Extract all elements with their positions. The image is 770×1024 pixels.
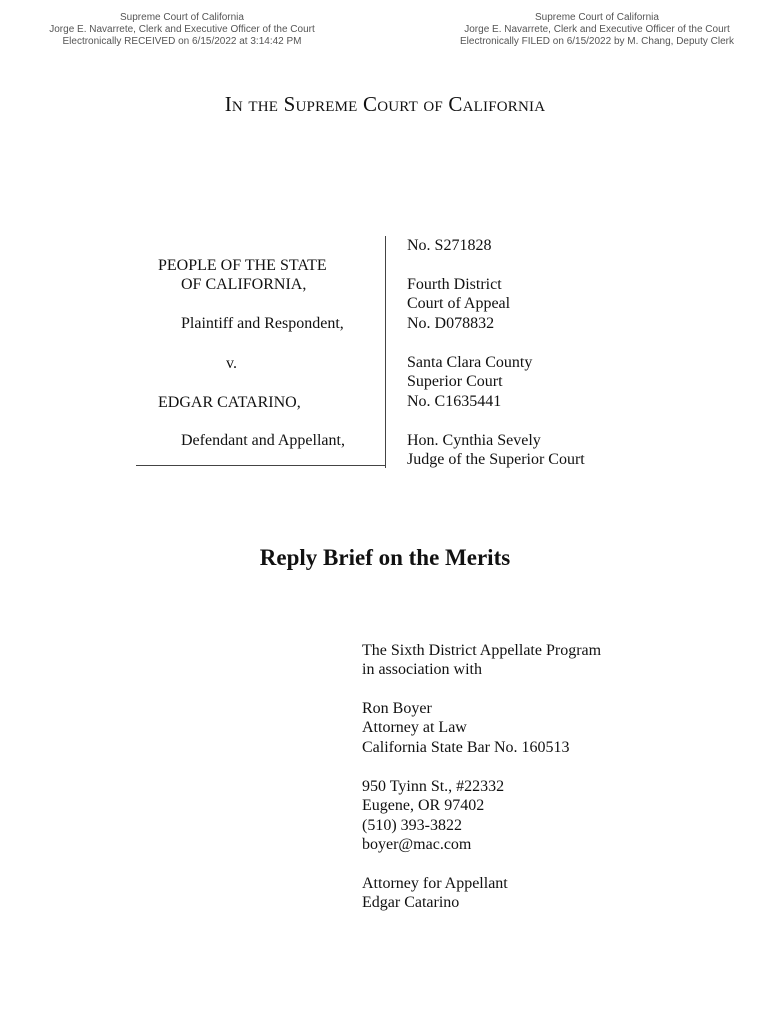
stamp-filed-date: Electronically FILED on 6/15/2022 by M. Chang, Deputy Clerk xyxy=(459,36,735,47)
versus: v. xyxy=(226,355,237,372)
stamp-clerk: Jorge E. Navarrete, Clerk and Executive Officer of the Court xyxy=(464,24,730,35)
appeal-case-number: No. D078832 xyxy=(407,315,495,332)
judge-title: Judge of the Superior Court xyxy=(407,451,585,468)
program-line2: in association with xyxy=(362,661,482,678)
plaintiff-name-line2: OF CALIFORNIA, xyxy=(181,276,307,293)
counsel-role-line2: Edgar Catarino xyxy=(362,894,460,911)
appeal-court-line1: Fourth District xyxy=(407,276,502,293)
stamp-received-date: Electronically RECEIVED on 6/15/2022 at 3:14:42 PM xyxy=(62,36,302,47)
caption-vertical-rule xyxy=(385,236,386,468)
received-stamp xyxy=(17,12,347,48)
superior-court-line2: Superior Court xyxy=(407,373,503,390)
stamp-clerk: Jorge E. Navarrete, Clerk and Executive Officer of the Court xyxy=(49,24,315,35)
appeal-court-line2: Court of Appeal xyxy=(407,295,511,312)
caption-horizontal-rule xyxy=(136,465,386,466)
plaintiff-name-line1: PEOPLE OF THE STATE xyxy=(158,257,327,274)
address-line1: 950 Tyinn St., #22332 xyxy=(362,778,505,795)
court-title-text: In the Supreme Court of California xyxy=(224,92,546,116)
brief-title: Reply Brief on the Merits xyxy=(259,545,511,570)
defendant-role: Defendant and Appellant, xyxy=(181,432,345,449)
program-line1: The Sixth District Appellate Program xyxy=(362,642,602,659)
supreme-case-number: No. S271828 xyxy=(407,237,492,254)
defendant-name: EDGAR CATARINO, xyxy=(158,394,301,411)
attorney-title: Attorney at Law xyxy=(362,719,467,736)
judge-name: Hon. Cynthia Sevely xyxy=(407,432,541,449)
stamp-court: Supreme Court of California xyxy=(120,12,244,23)
filed-stamp xyxy=(432,12,762,48)
phone-number: (510) 393-3822 xyxy=(362,817,462,834)
superior-case-number: No. C1635441 xyxy=(407,393,502,410)
plaintiff-role: Plaintiff and Respondent, xyxy=(181,315,344,332)
superior-court-line1: Santa Clara County xyxy=(407,354,533,371)
address-line2: Eugene, OR 97402 xyxy=(362,797,485,814)
counsel-role-line1: Attorney for Appellant xyxy=(362,875,508,892)
stamp-court: Supreme Court of California xyxy=(535,12,659,23)
bar-number: California State Bar No. 160513 xyxy=(362,739,570,756)
email-address: boyer@mac.com xyxy=(362,836,472,853)
attorney-name: Ron Boyer xyxy=(362,700,432,717)
court-title xyxy=(0,92,770,117)
